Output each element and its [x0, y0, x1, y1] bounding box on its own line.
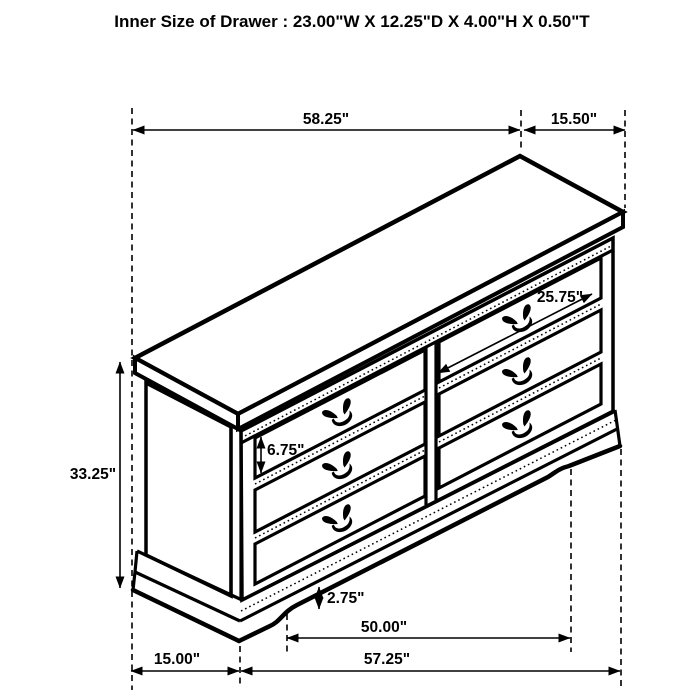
base-left-cap [133, 551, 137, 590]
dresser-drawing [133, 156, 623, 641]
dimension-label: 6.75" [267, 442, 305, 459]
diagram-title: Inner Size of Drawer : 23.00"W X 12.25"D X 4.00"H X 0.50"T [114, 12, 590, 31]
dimension-label: 57.25" [363, 651, 411, 668]
dimension-label: 58.25" [302, 111, 350, 128]
dimension-label: 25.75" [536, 289, 584, 306]
dimension-label: 15.50" [550, 111, 598, 128]
dimension-label: 50.00" [360, 619, 408, 636]
dimension-label: 15.00" [153, 651, 201, 668]
base-side-bottom-edge [133, 590, 239, 641]
front-left-corner-post [231, 427, 241, 600]
dimension-label: 2.75" [327, 590, 365, 607]
dimension-floor-length [241, 651, 620, 671]
dimension-top-length [133, 111, 520, 130]
dimension-foot-span [287, 619, 570, 638]
dimension-floor-depth [131, 651, 239, 671]
dimension-top-depth [524, 111, 625, 130]
dimension-height [70, 362, 120, 588]
dimension-label: 33.25" [69, 466, 117, 483]
